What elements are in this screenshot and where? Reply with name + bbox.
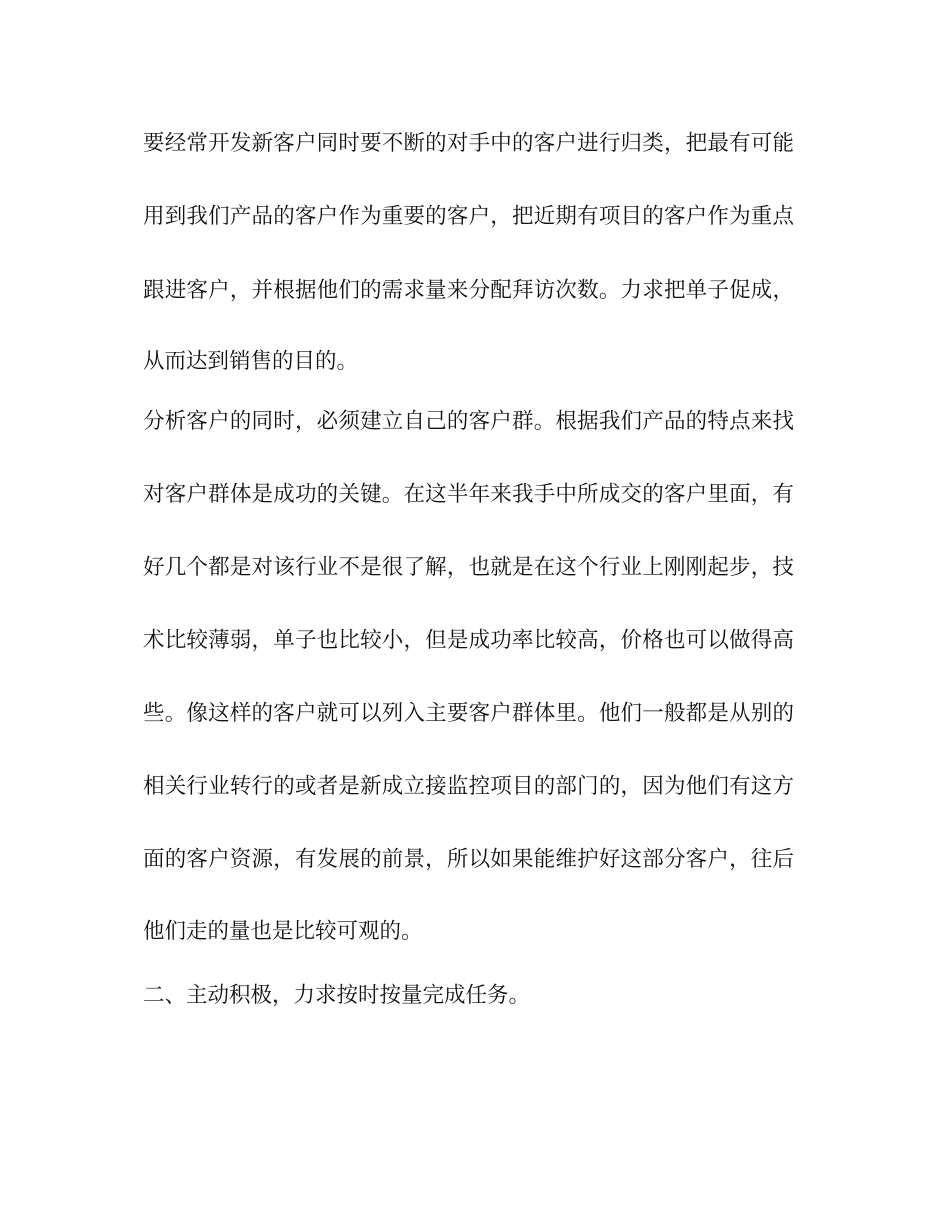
paragraph-line: 些。像这样的客户就可以列入主要客户群体里。他们一般都是从别的 [143,701,794,726]
paragraph-line: 跟进客户，并根据他们的需求量来分配拜访次数。力求把单子促成， [143,278,794,303]
paragraph-line: 分析客户的同时，必须建立自己的客户群。根据我们产品的特点来找 [143,409,794,434]
paragraph-line: 面的客户资源，有发展的前景，所以如果能维护好这部分客户，往后 [143,847,794,872]
paragraph-line: 从而达到销售的目的。 [143,349,359,374]
paragraph-line: 对客户群体是成功的关键。在这半年来我手中所成交的客户里面，有 [143,482,794,507]
paragraph-line: 术比较薄弱，单子也比较小，但是成功率比较高，价格也可以做得高 [143,628,794,653]
paragraph-line: 用到我们产品的客户作为重要的客户，把近期有项目的客户作为重点 [143,204,794,229]
paragraph-line: 好几个都是对该行业不是很了解，也就是在这个行业上刚刚起步，技 [143,555,794,580]
paragraph-line: 相关行业转行的或者是新成立接监控项目的部门的，因为他们有这方 [143,774,794,799]
paragraph-line: 要经常开发新客户同时要不断的对手中的客户进行归类，把最有可能 [143,131,794,156]
heading-line: 二、主动积极，力求按时按量完成任务。 [143,983,531,1008]
paragraph-line: 他们走的量也是比较可观的。 [143,919,423,944]
